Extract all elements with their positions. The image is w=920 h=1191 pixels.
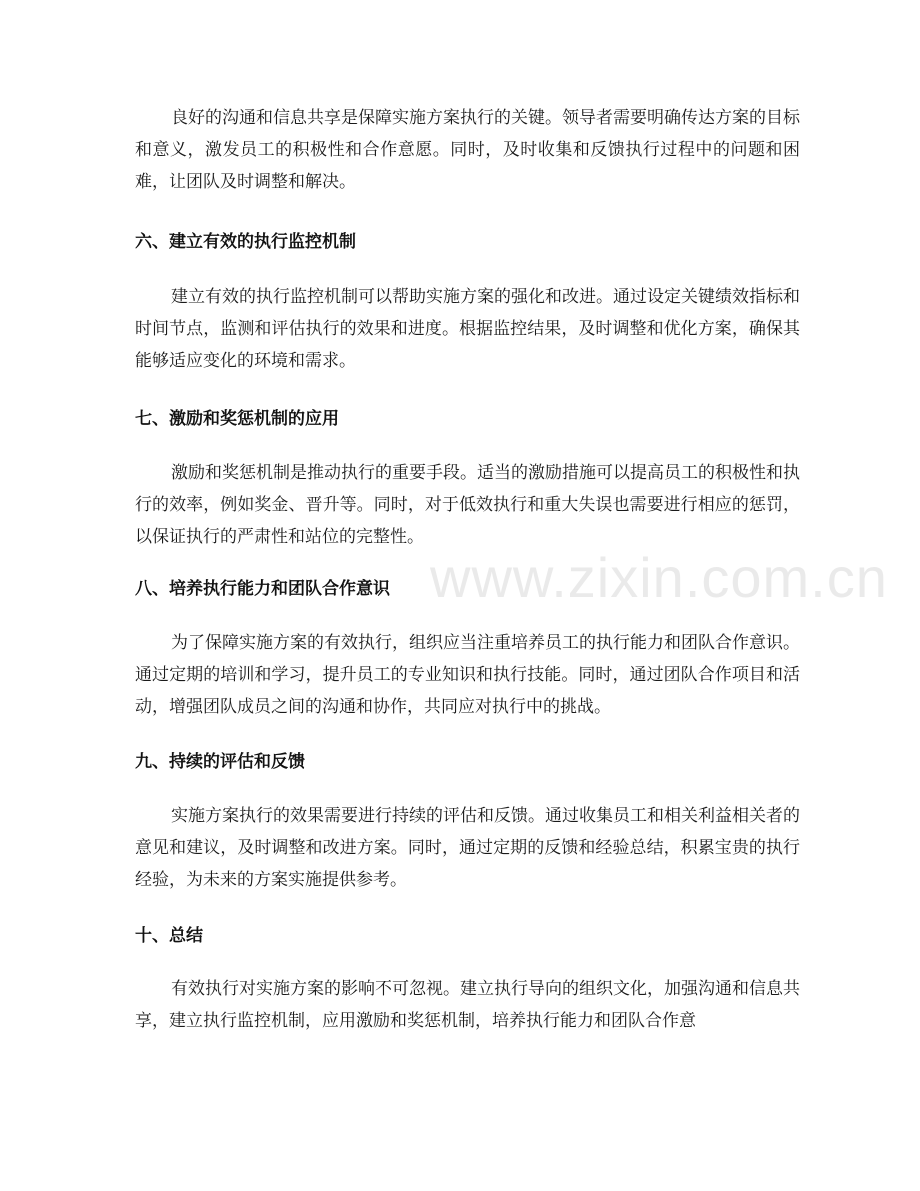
- section-heading-6: 六、建立有效的执行监控机制: [135, 232, 356, 252]
- section-heading-9: 九、持续的评估和反馈: [135, 752, 305, 772]
- section-body-10: 有效执行对实施方案的影响不可忽视。建立执行导向的组织文化，加强沟通和信息共享，建立执行监控机制，应用激励和奖惩机制，培养执行能力和团队合作意: [135, 979, 800, 1031]
- section-body-7: 激励和奖惩机制是推动执行的重要手段。适当的激励措施可以提高员工的积极性和执行的效率，例如奖金、晋升等。同时，对于低效执行和重大失误也需要进行相应的惩罚，以保证执行的严肃性和站位的完整性。: [135, 463, 800, 547]
- section-body-6: 建立有效的执行监控机制可以帮助实施方案的强化和改进。通过设定关键绩效指标和时间节点，监测和评估执行的效果和进度。根据监控结果，及时调整和优化方案，确保其能够适应变化的环境和需求。: [135, 287, 800, 371]
- section-heading-8: 八、培养执行能力和团队合作意识: [135, 579, 390, 599]
- watermark: www.zixin.com.cn: [430, 546, 888, 609]
- section-heading-10: 十、总结: [135, 926, 203, 946]
- section-body-8: 为了保障实施方案的有效执行，组织应当注重培养员工的执行能力和团队合作意识。通过定期的培训和学习，提升员工的专业知识和执行技能。同时，通过团队合作项目和活动，增强团队成员之间的沟通和协作，共同应对执行中的挑战。: [135, 633, 800, 717]
- section-heading-7: 七、激励和奖惩机制的应用: [135, 409, 339, 429]
- intro-paragraph: 良好的沟通和信息共享是保障实施方案执行的关键。领导者需要明确传达方案的目标和意义，激发员工的积极性和合作意愿。同时，及时收集和反馈执行过程中的问题和困难，让团队及时调整和解决。: [135, 108, 800, 192]
- section-body-9: 实施方案执行的效果需要进行持续的评估和反馈。通过收集员工和相关利益相关者的意见和建议，及时调整和改进方案。同时，通过定期的反馈和经验总结，积累宝贵的执行经验，为未来的方案实施提供参考。: [135, 806, 800, 890]
